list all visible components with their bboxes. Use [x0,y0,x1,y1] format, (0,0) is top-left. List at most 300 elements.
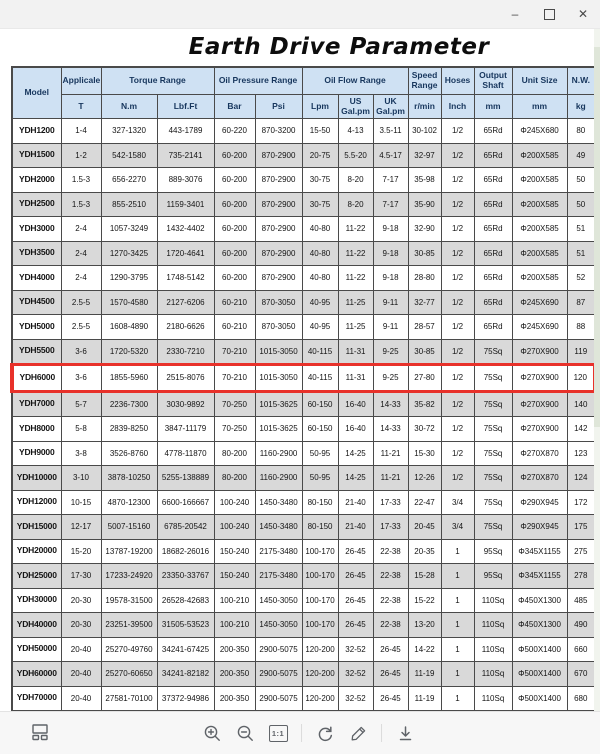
table-row [12,217,595,242]
parameter-table [10,66,597,737]
table-row [12,143,595,168]
value-cell: 2-4 [61,241,101,266]
table-row [12,315,595,340]
value-cell: 40-80 [302,266,338,291]
value-cell: 75Sq [474,417,512,442]
model-cell: YDH30000 [12,588,61,613]
value-cell: 2900-5075 [255,637,302,662]
model-cell: YDH2500 [12,192,61,217]
value-cell: Φ345X1155 [512,564,567,589]
value-cell: 870-2900 [255,266,302,291]
close-button[interactable] [566,0,600,28]
value-cell: 25270-60650 [101,662,157,687]
value-cell: 2-4 [61,266,101,291]
value-cell: 1/2 [441,143,474,168]
value-cell: 75Sq [474,365,512,392]
table-row [12,588,595,613]
value-cell: 9-18 [373,217,408,242]
value-cell: 7-17 [373,168,408,193]
value-cell: 1-4 [61,119,101,144]
value-cell: 32-77 [408,290,441,315]
value-cell: 1015-3050 [255,365,302,392]
value-cell: 443-1789 [157,119,214,144]
download-icon [396,724,415,743]
value-cell: 75Sq [474,466,512,491]
value-cell: Φ270X870 [512,441,567,466]
value-cell: Φ200X585 [512,217,567,242]
rotate-button[interactable] [315,723,335,743]
value-cell: 9-18 [373,266,408,291]
value-cell: 32-90 [408,217,441,242]
col-header-unit-size: Unit Size [512,67,567,95]
value-cell: 31505-53523 [157,613,214,638]
value-cell: 12-26 [408,466,441,491]
value-cell: 40-95 [302,315,338,340]
value-cell: 34241-82182 [157,662,214,687]
col-header-model: Model [12,67,61,119]
value-cell: 110Sq [474,686,512,711]
value-cell: 9-25 [373,365,408,392]
value-cell: 11-21 [373,441,408,466]
value-cell: 1015-3050 [255,339,302,365]
value-cell: 15-28 [408,564,441,589]
value-cell: 40-80 [302,217,338,242]
value-cell: 1/2 [441,417,474,442]
model-cell: YDH4000 [12,266,61,291]
value-cell: 60-220 [214,119,255,144]
table-row [12,686,595,711]
value-cell: 40-115 [302,365,338,392]
value-cell: 3030-9892 [157,391,214,417]
value-cell: 5255-138889 [157,466,214,491]
value-cell: 3/4 [441,490,474,515]
unit-header-psi: Psi [255,95,302,119]
col-header-oil-flow-range: Oil Flow Range [302,67,408,95]
value-cell: 5-8 [61,417,101,442]
value-cell: 150-240 [214,539,255,564]
value-cell: 26528-42683 [157,588,214,613]
value-cell: 327-1320 [101,119,157,144]
value-cell: 23251-39500 [101,613,157,638]
value-cell: 40-95 [302,290,338,315]
value-cell: 1/2 [441,290,474,315]
value-cell: Φ200X585 [512,266,567,291]
scrollbar-track[interactable] [594,29,600,711]
model-cell: YDH5000 [12,315,61,340]
value-cell: 50 [567,192,595,217]
value-cell: 20-40 [61,637,101,662]
value-cell: 26-45 [338,613,373,638]
value-cell: 100-240 [214,490,255,515]
download-button[interactable] [395,723,415,743]
value-cell: 60-200 [214,241,255,266]
value-cell: 1/2 [441,266,474,291]
value-cell: 17-33 [373,515,408,540]
value-cell: 2.5-5 [61,290,101,315]
value-cell: 1/2 [441,441,474,466]
table-row [12,241,595,266]
value-cell: 5.5-20 [338,143,373,168]
value-cell: 9-11 [373,290,408,315]
value-cell: Φ500X1400 [512,637,567,662]
minimize-button[interactable] [498,0,532,28]
toolbar-separator [301,724,302,742]
value-cell: 1.5-3 [61,192,101,217]
thumbnail-view-button[interactable] [30,722,50,742]
table-row [12,417,595,442]
value-cell: 87 [567,290,595,315]
value-cell: 11-22 [338,217,373,242]
value-cell: 3-6 [61,365,101,392]
model-cell: YDH1500 [12,143,61,168]
value-cell: 1159-3401 [157,192,214,217]
value-cell: 14-22 [408,637,441,662]
value-cell: 15-50 [302,119,338,144]
zoom-in-button[interactable] [202,723,222,743]
table-row [12,515,595,540]
value-cell: 20-35 [408,539,441,564]
value-cell: 1270-3425 [101,241,157,266]
value-cell: 11-31 [338,339,373,365]
value-cell: 870-2900 [255,168,302,193]
table-row [12,539,595,564]
value-cell: 17-30 [61,564,101,589]
value-cell: 49 [567,143,595,168]
rotate-icon [316,724,335,743]
value-cell: 95Sq [474,539,512,564]
value-cell: 60-150 [302,391,338,417]
value-cell: 20-30 [61,588,101,613]
value-cell: 100-170 [302,539,338,564]
value-cell: 1720-4641 [157,241,214,266]
value-cell: 275 [567,539,595,564]
value-cell: 52 [567,266,595,291]
value-cell: 100-240 [214,515,255,540]
value-cell: 65Rd [474,217,512,242]
value-cell: 35-82 [408,391,441,417]
value-cell: 200-350 [214,662,255,687]
unit-header-unit-mm: mm [512,95,567,119]
value-cell: Φ450X1300 [512,613,567,638]
value-cell: 1608-4890 [101,315,157,340]
value-cell: 200-350 [214,637,255,662]
value-cell: Φ500X1400 [512,662,567,687]
actual-size-button[interactable] [268,723,288,743]
model-cell: YDH15000 [12,515,61,540]
unit-header-inch: Inch [441,95,474,119]
table-row [12,613,595,638]
value-cell: 2175-3480 [255,564,302,589]
value-cell: 1/2 [441,391,474,417]
unit-header-lpm: Lpm [302,95,338,119]
value-cell: 3/4 [441,515,474,540]
value-cell: 110Sq [474,637,512,662]
value-cell: Φ200X585 [512,192,567,217]
value-cell: 100-210 [214,613,255,638]
value-cell: 75Sq [474,490,512,515]
col-header-hoses: Hoses [441,67,474,95]
value-cell: 30-102 [408,119,441,144]
value-cell: 110Sq [474,613,512,638]
value-cell: 6600-166667 [157,490,214,515]
value-cell: 2127-6206 [157,290,214,315]
col-header-net-weight: N.W. [567,67,595,95]
value-cell: 2.5-5 [61,315,101,340]
value-cell: 735-2141 [157,143,214,168]
value-cell: 65Rd [474,241,512,266]
value-cell: 100-170 [302,613,338,638]
value-cell: 13787-19200 [101,539,157,564]
value-cell: 120 [567,365,595,392]
table-row [12,391,595,417]
value-cell: 27-80 [408,365,441,392]
value-cell: 2-4 [61,217,101,242]
value-cell: Φ290X945 [512,490,567,515]
value-cell: 75Sq [474,515,512,540]
table-row [12,290,595,315]
maximize-icon [544,9,555,20]
value-cell: 1450-3050 [255,588,302,613]
value-cell: 3526-8760 [101,441,157,466]
value-cell: 50-95 [302,441,338,466]
value-cell: 26-45 [338,564,373,589]
value-cell: 50-95 [302,466,338,491]
value-cell: 2180-6626 [157,315,214,340]
value-cell: 65Rd [474,315,512,340]
value-cell: 88 [567,315,595,340]
unit-header-output-mm: mm [474,95,512,119]
value-cell: Φ245X690 [512,315,567,340]
value-cell: 80-200 [214,441,255,466]
value-cell: Φ290X945 [512,515,567,540]
value-cell: 1 [441,637,474,662]
value-cell: 60-150 [302,417,338,442]
value-cell: 200-350 [214,686,255,711]
value-cell: 14-33 [373,391,408,417]
value-cell: 17233-24920 [101,564,157,589]
value-cell: 30-72 [408,417,441,442]
table-row [12,637,595,662]
value-cell: 51 [567,217,595,242]
value-cell: 656-2270 [101,168,157,193]
value-cell: 1748-5142 [157,266,214,291]
value-cell: Φ245X680 [512,119,567,144]
value-cell: 100-170 [302,588,338,613]
table-row [12,662,595,687]
value-cell: 11-25 [338,290,373,315]
value-cell: 124 [567,466,595,491]
value-cell: 1/2 [441,466,474,491]
value-cell: 870-2900 [255,241,302,266]
value-cell: 65Rd [474,143,512,168]
model-cell: YDH4500 [12,290,61,315]
value-cell: 22-38 [373,613,408,638]
value-cell: 19578-31500 [101,588,157,613]
value-cell: 140 [567,391,595,417]
model-cell: YDH60000 [12,662,61,687]
value-cell: 4778-11870 [157,441,214,466]
value-cell: 1057-3249 [101,217,157,242]
value-cell: 278 [567,564,595,589]
model-cell: YDH3000 [12,217,61,242]
value-cell: 40-80 [302,241,338,266]
value-cell: 26-45 [338,539,373,564]
value-cell: 870-2900 [255,217,302,242]
value-cell: 22-47 [408,490,441,515]
actual-size-icon: 1:1 [269,725,288,742]
value-cell: 3.5-11 [373,119,408,144]
value-cell: 50 [567,168,595,193]
value-cell: 680 [567,686,595,711]
unit-header-bar: Bar [214,95,255,119]
value-cell: 60-200 [214,168,255,193]
zoom-in-icon [203,724,222,743]
value-cell: 11-22 [338,266,373,291]
value-cell: 485 [567,588,595,613]
minimize-icon: – [511,7,519,21]
model-cell: YDH40000 [12,613,61,638]
value-cell: 11-19 [408,686,441,711]
model-cell: YDH12000 [12,490,61,515]
model-cell: YDH50000 [12,637,61,662]
value-cell: 4.5-17 [373,143,408,168]
scrollbar-thumb[interactable] [594,47,600,427]
value-cell: 1720-5320 [101,339,157,365]
value-cell: 32-97 [408,143,441,168]
value-cell: 9-18 [373,241,408,266]
value-cell: 30-75 [302,168,338,193]
value-cell: 51 [567,241,595,266]
value-cell: 80-150 [302,490,338,515]
value-cell: 70-250 [214,417,255,442]
value-cell: 27581-70100 [101,686,157,711]
value-cell: 95Sq [474,564,512,589]
value-cell: 870-2900 [255,143,302,168]
value-cell: 870-2900 [255,192,302,217]
table-row [12,266,595,291]
unit-header-lbfft: Lbf.Ft [157,95,214,119]
value-cell: 65Rd [474,168,512,193]
value-cell: Φ270X900 [512,391,567,417]
value-cell: 21-40 [338,515,373,540]
thumbnail-view-icon [30,722,50,742]
value-cell: 22-38 [373,564,408,589]
value-cell: 23350-33767 [157,564,214,589]
value-cell: 1 [441,613,474,638]
value-cell: 1-2 [61,143,101,168]
value-cell: 28-80 [408,266,441,291]
value-cell: 26-45 [338,588,373,613]
maximize-button[interactable] [532,0,566,28]
value-cell: 1015-3625 [255,391,302,417]
table-row [12,466,595,491]
value-cell: 60-200 [214,192,255,217]
edit-pencil-button[interactable] [348,723,368,743]
value-cell: 70-210 [214,339,255,365]
value-cell: Φ450X1300 [512,588,567,613]
value-cell: 60-210 [214,315,255,340]
model-cell: YDH7000 [12,391,61,417]
value-cell: 1/2 [441,365,474,392]
value-cell: 110Sq [474,588,512,613]
value-cell: 14-33 [373,417,408,442]
value-cell: 30-85 [408,241,441,266]
value-cell: 21-40 [338,490,373,515]
value-cell: 60-200 [214,266,255,291]
value-cell: 32-52 [338,686,373,711]
value-cell: 2515-8076 [157,365,214,392]
value-cell: 3-10 [61,466,101,491]
value-cell: 60-200 [214,217,255,242]
value-cell: 870-3050 [255,290,302,315]
model-cell: YDH8000 [12,417,61,442]
value-cell: 75Sq [474,441,512,466]
value-cell: 120-200 [302,686,338,711]
value-cell: 1 [441,686,474,711]
value-cell: Φ200X585 [512,168,567,193]
value-cell: 660 [567,637,595,662]
value-cell: 1450-3050 [255,613,302,638]
value-cell: Φ200X585 [512,143,567,168]
value-cell: 150-240 [214,564,255,589]
value-cell: 2330-7210 [157,339,214,365]
col-header-applicable: Applicale [61,67,101,95]
value-cell: 670 [567,662,595,687]
value-cell: 3-6 [61,339,101,365]
value-cell: Φ270X870 [512,466,567,491]
model-cell: YDH6000 [12,365,61,392]
value-cell: 1/2 [441,339,474,365]
col-header-oil-pressure-range: Oil Pressure Range [214,67,302,95]
value-cell: 32-52 [338,637,373,662]
value-cell: 20-40 [61,686,101,711]
value-cell: Φ270X900 [512,417,567,442]
model-cell: YDH25000 [12,564,61,589]
value-cell: 1/2 [441,192,474,217]
value-cell: 65Rd [474,266,512,291]
value-cell: 2900-5075 [255,662,302,687]
value-cell: 28-57 [408,315,441,340]
zoom-out-button[interactable] [235,723,255,743]
value-cell: 14-25 [338,466,373,491]
value-cell: 65Rd [474,119,512,144]
value-cell: 26-45 [373,662,408,687]
value-cell: 1 [441,662,474,687]
value-cell: 120-200 [302,662,338,687]
value-cell: 5-7 [61,391,101,417]
unit-header-kg: kg [567,95,595,119]
value-cell: 65Rd [474,192,512,217]
value-cell: 30-85 [408,339,441,365]
value-cell: 22-38 [373,539,408,564]
value-cell: 1015-3625 [255,417,302,442]
value-cell: 2900-5075 [255,686,302,711]
value-cell: Φ345X1155 [512,539,567,564]
unit-header-uk-gal: UK Gal.pm [373,95,408,119]
value-cell: 1290-3795 [101,266,157,291]
table-row [12,192,595,217]
value-cell: 7-17 [373,192,408,217]
value-cell: 2839-8250 [101,417,157,442]
value-cell: 60-200 [214,143,255,168]
value-cell: 9-25 [373,339,408,365]
value-cell: 12-17 [61,515,101,540]
unit-header-nm: N.m [101,95,157,119]
table-row [12,441,595,466]
value-cell: 8-20 [338,192,373,217]
value-cell: 15-22 [408,588,441,613]
value-cell: 32-52 [338,662,373,687]
